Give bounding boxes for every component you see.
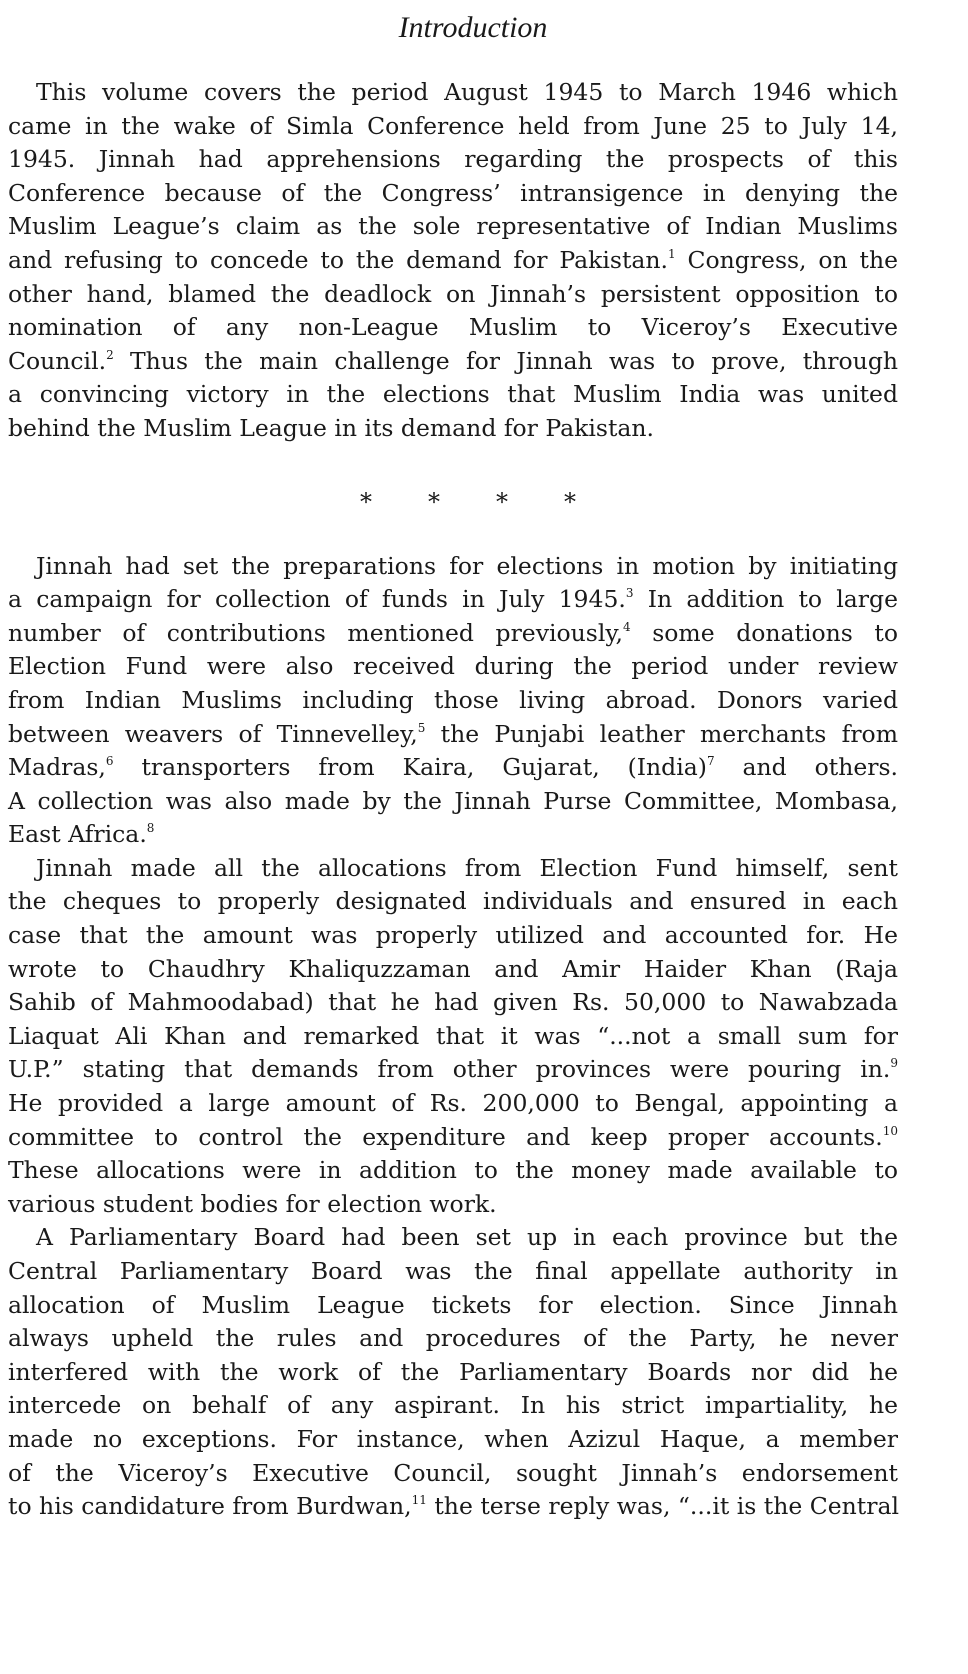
text-segment: A Parliamentary Board had been set up in each province but the: [36, 1223, 898, 1252]
text-line: [8, 919, 898, 953]
text-line: [8, 751, 898, 785]
text-line: [8, 1356, 898, 1390]
text-segment: In addition to large: [633, 585, 898, 614]
separator-star: *: [496, 487, 508, 516]
text-segment: East Africa.: [8, 820, 147, 849]
text-line: [8, 278, 898, 312]
text-line: [8, 1322, 898, 1356]
footnote-ref: 8: [146, 821, 155, 836]
text-segment: number of contributions mentioned previously,: [8, 618, 623, 647]
text-line: [8, 852, 898, 886]
text-segment: intercede on behalf of any aspirant. In his strict impartiality, he: [8, 1391, 898, 1420]
footnote-ref: 4: [623, 619, 631, 634]
text-line: [8, 818, 898, 852]
footnote-ref: 10: [882, 1123, 898, 1138]
text-segment: Madras,: [8, 753, 106, 782]
text-segment: 1945. Jinnah had apprehensions regarding the prospects of this: [8, 145, 898, 174]
text-segment: Thus the main challenge for Jinnah was to prove, through: [113, 346, 898, 375]
text-segment: wrote to Chaudhry Khaliquzzaman and Amir Haider Khan (Raja: [8, 954, 898, 983]
text-line: [8, 378, 898, 412]
text-segment: committee to control the expenditure and keep proper accounts.: [8, 1122, 883, 1151]
paragraph-3: [8, 852, 898, 1222]
footnote-ref: 1: [668, 246, 676, 261]
text-segment: between weavers of Tinnevelley,: [8, 719, 418, 748]
text-segment: a campaign for collection of funds in July 1945.: [8, 585, 626, 614]
footnote-ref: 5: [417, 720, 426, 735]
text-segment: Jinnah had set the preparations for elections in motion by initiating: [36, 551, 898, 580]
text-segment: always upheld the rules and procedures of the Party, he never: [8, 1324, 898, 1353]
text-segment: a convincing victory in the elections that Muslim India was united: [8, 380, 898, 409]
text-line: [8, 1423, 898, 1457]
text-segment: the Punjabi leather merchants from: [425, 719, 898, 748]
separator-star: *: [564, 487, 576, 516]
footnote-ref: 9: [890, 1056, 898, 1071]
text-segment: Jinnah made all the allocations from Election Fund himself, sent: [36, 853, 898, 882]
text-line: [8, 412, 898, 446]
page-title: Introduction: [398, 11, 548, 44]
text-line: [8, 345, 898, 379]
text-line: [8, 1255, 898, 1289]
text-line: [8, 1188, 898, 1222]
text-line: [8, 1457, 898, 1491]
text-segment: Liaquat Ali Khan and remarked that it was “...not a small sum for: [8, 1021, 898, 1050]
footnote-ref: 2: [106, 347, 114, 362]
text-line: [8, 583, 898, 617]
paragraph-2: [8, 550, 898, 852]
text-line: [8, 684, 898, 718]
paragraph-4: [8, 1221, 898, 1523]
text-line: [8, 210, 898, 244]
text-line: [8, 986, 898, 1020]
text-line: [8, 1289, 898, 1323]
text-segment: behind the Muslim League in its demand for Pakistan.: [8, 413, 655, 442]
text-line: [8, 177, 898, 211]
text-segment: some donations to: [630, 618, 899, 647]
text-line: [8, 785, 898, 819]
text-segment: and others.: [714, 753, 899, 782]
text-line: [8, 550, 898, 584]
separator-star: *: [428, 487, 440, 516]
footnote-ref: 11: [411, 1493, 427, 1508]
text-segment: the terse reply was, “...it is the Central: [426, 1492, 899, 1521]
text-segment: made no exceptions. For instance, when Azizul Haque, a member: [8, 1424, 898, 1453]
text-line: [8, 311, 898, 345]
document-page: [8, 0, 898, 1524]
text-segment: of the Viceroy’s Executive Council, sought Jinnah’s endorsement: [8, 1458, 898, 1487]
text-segment: other hand, blamed the deadlock on Jinnah’s persistent opposition to: [8, 279, 898, 308]
text-line: [8, 1389, 898, 1423]
text-segment: U.P.” stating that demands from other provinces were pouring in.: [8, 1055, 891, 1084]
text-line: [8, 110, 898, 144]
paragraph-1: [8, 76, 898, 446]
text-line: [8, 1490, 898, 1524]
text-segment: transporters from Kaira, Gujarat, (India): [113, 753, 707, 782]
text-line: [8, 885, 898, 919]
footnote-ref: 6: [105, 754, 114, 769]
text-line: [8, 718, 898, 752]
text-line: [8, 244, 898, 278]
text-segment: This volume covers the period August 1945 to March 1946 which: [36, 78, 898, 106]
text-line: [8, 1121, 898, 1155]
text-segment: allocation of Muslim League tickets for election. Since Jinnah: [8, 1290, 898, 1319]
text-segment: These allocations were in addition to the money made available to: [8, 1156, 898, 1185]
text-line: [8, 1154, 898, 1188]
text-segment: Muslim League’s claim as the sole representative of Indian Muslims: [8, 212, 898, 241]
text-segment: Congress, on the: [675, 245, 898, 274]
text-segment: Conference because of the Congress’ intransigence in denying the: [8, 178, 898, 207]
section-separator: [8, 482, 898, 522]
text-line: [8, 76, 898, 110]
text-segment: interfered with the work of the Parliamentary Boards nor did he: [8, 1357, 898, 1386]
text-segment: to his candidature from Burdwan,: [8, 1492, 412, 1521]
text-segment: A collection was also made by the Jinnah Purse Committee, Mombasa,: [8, 786, 898, 815]
text-segment: Sahib of Mahmoodabad) that he had given Rs. 50,000 to Nawabzada: [8, 988, 898, 1017]
text-segment: Council.: [8, 346, 107, 375]
text-segment: case that the amount was properly utilized and accounted for. He: [8, 921, 898, 950]
text-segment: various student bodies for election work.: [8, 1189, 497, 1218]
text-segment: He provided a large amount of Rs. 200,000 to Bengal, appointing a: [8, 1089, 898, 1118]
footnote-ref: 7: [706, 754, 715, 769]
text-line: [8, 1221, 898, 1255]
separator-star: *: [360, 487, 372, 516]
text-segment: nomination of any non-League Muslim to Viceroy’s Executive: [8, 313, 898, 342]
text-segment: Election Fund were also received during the period under review: [8, 652, 898, 681]
text-line: [8, 1087, 898, 1121]
text-segment: the cheques to properly designated individuals and ensured in each: [8, 887, 898, 916]
text-segment: and refusing to concede to the demand for Pakistan.: [8, 245, 668, 274]
text-line: [8, 650, 898, 684]
text-line: [8, 953, 898, 987]
text-line: [8, 617, 898, 651]
text-line: [8, 1020, 898, 1054]
text-line: [8, 143, 898, 177]
text-segment: came in the wake of Simla Conference held from June 25 to July 14,: [8, 111, 898, 140]
text-segment: from Indian Muslims including those living abroad. Donors varied: [8, 685, 898, 714]
text-line: [8, 1053, 898, 1087]
text-segment: Central Parliamentary Board was the final appellate authority in: [8, 1257, 898, 1285]
footnote-ref: 3: [625, 586, 634, 601]
